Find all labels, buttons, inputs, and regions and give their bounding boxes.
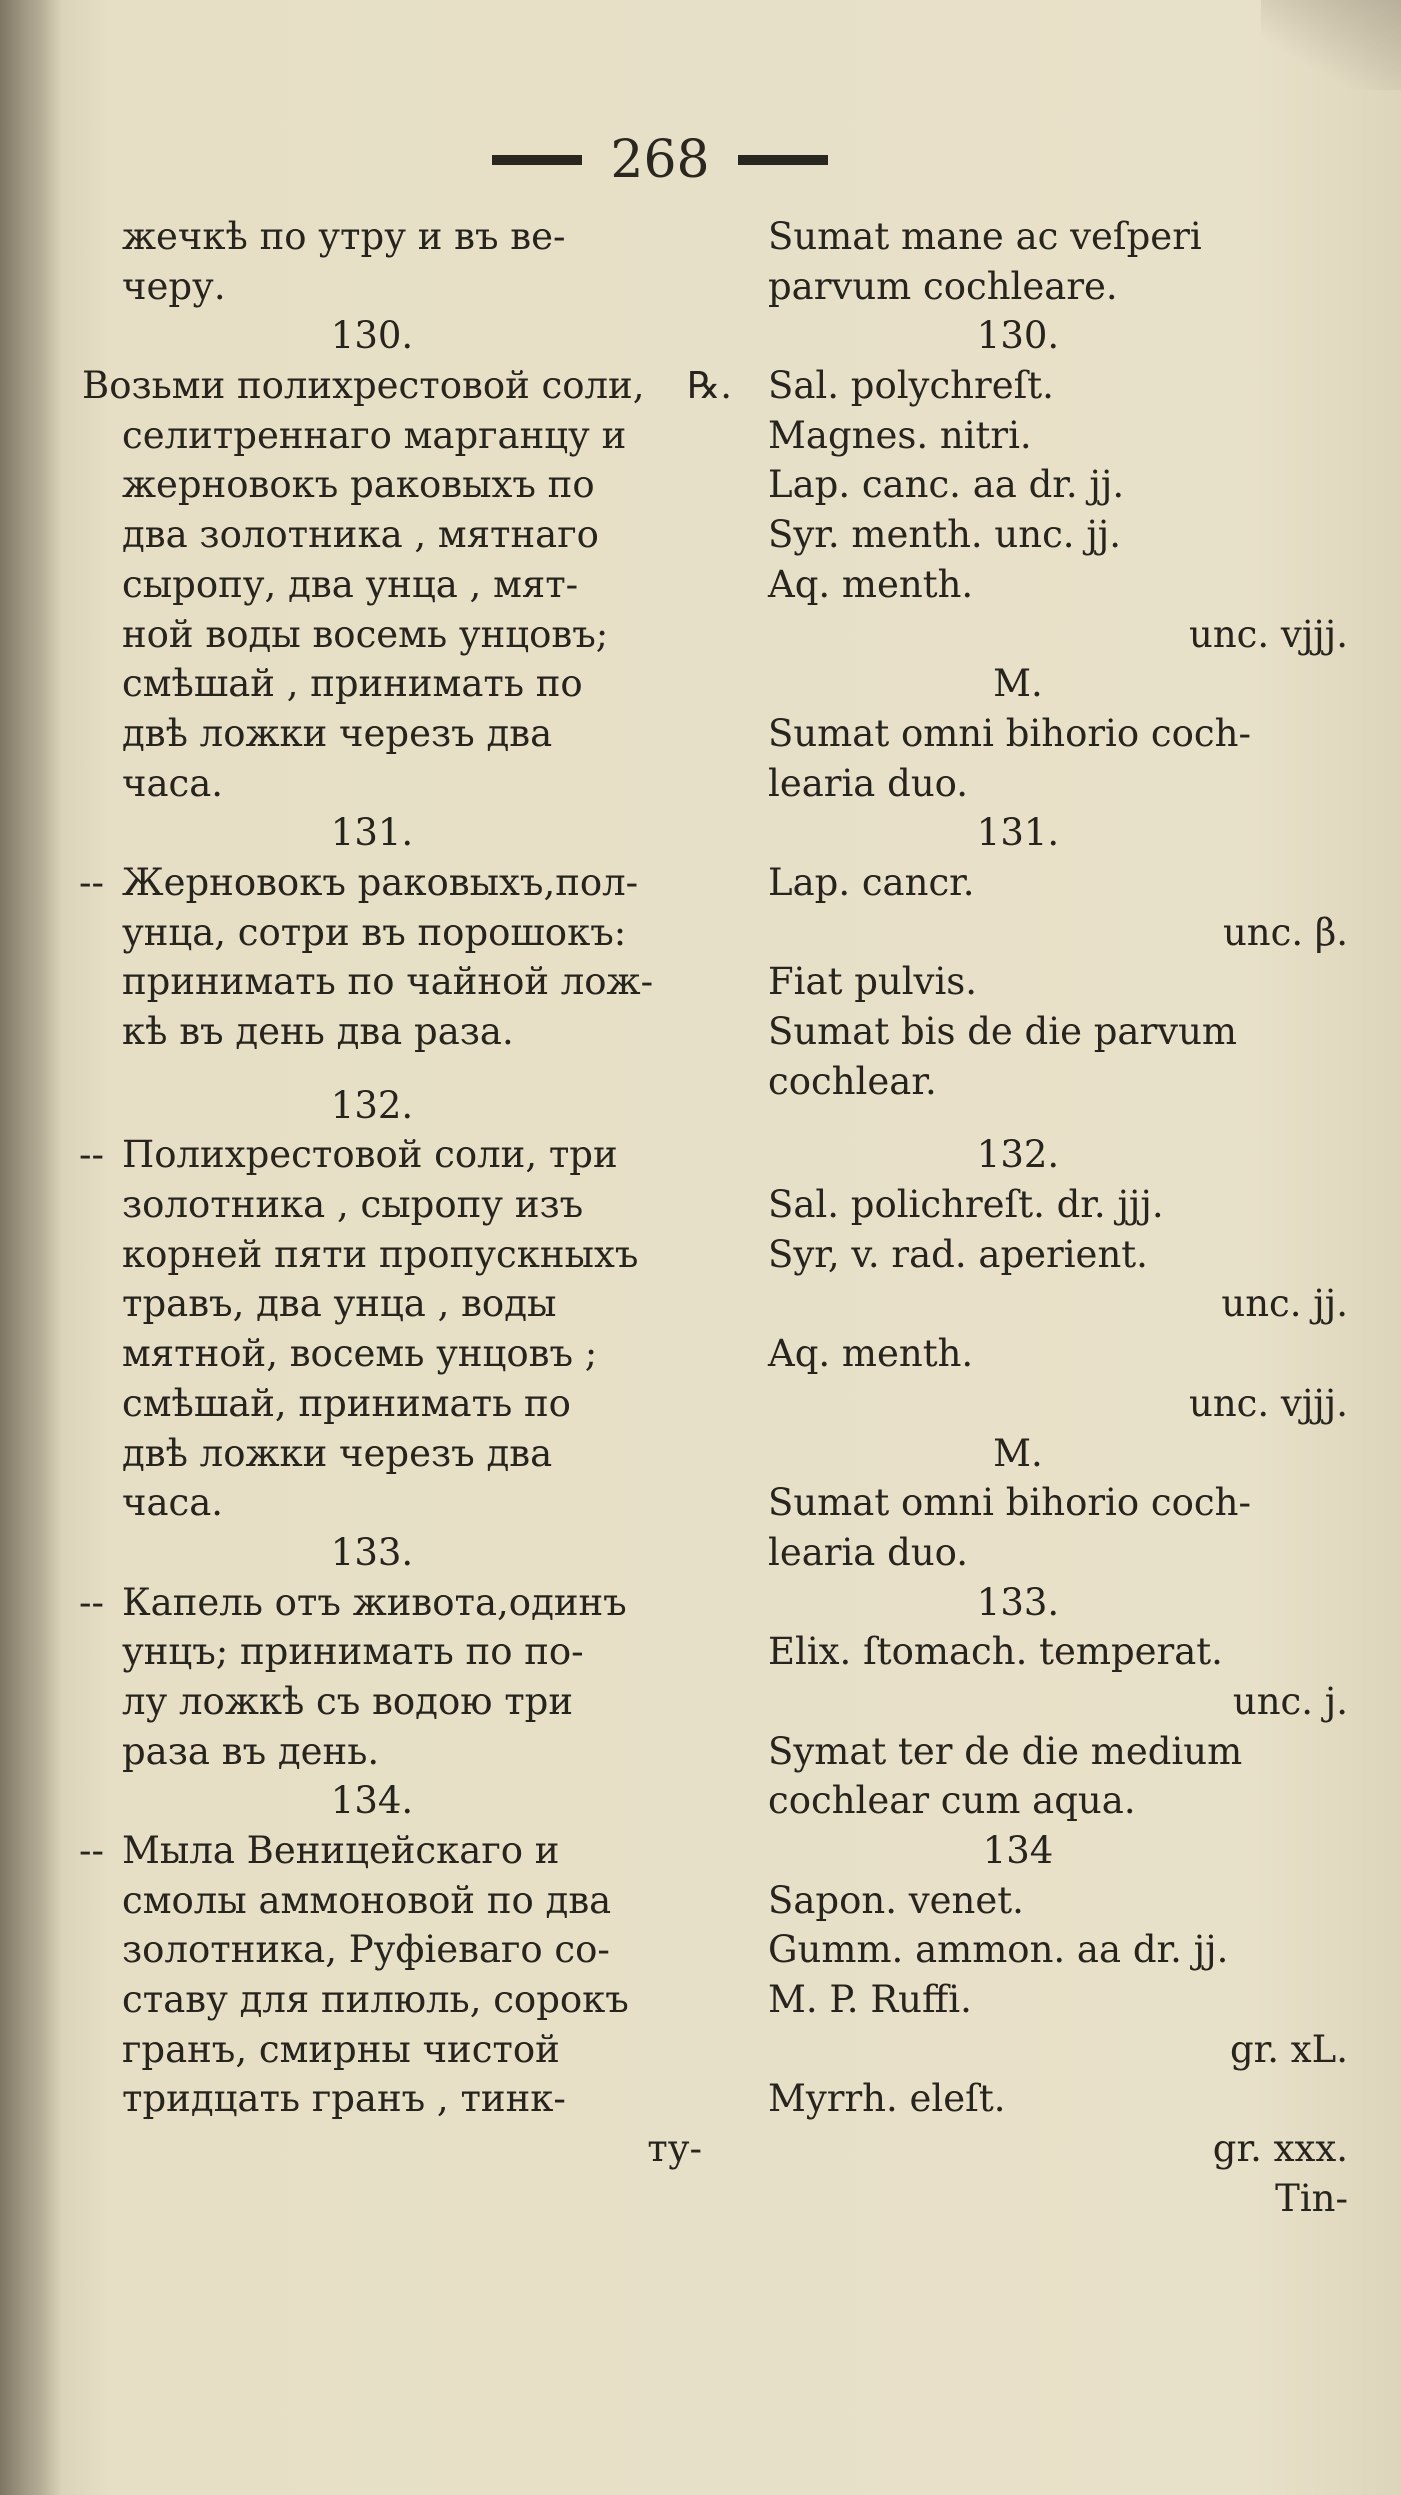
text-line: unc. β. (1222, 910, 1348, 954)
text-line: ной воды восемь унцовъ; (122, 612, 609, 656)
page-corner-wear (1261, 0, 1401, 90)
text-line: сыропу, два унца , мят- (122, 562, 579, 606)
text-line (79, 1826, 702, 1876)
text-line: cochlear. (768, 1059, 937, 1103)
recipe-number: 134 (982, 1829, 1054, 1872)
text-line: унца, сотри въ порошокъ: (122, 910, 627, 954)
book-binding-shadow (0, 0, 62, 2495)
catchword: ту- (647, 2127, 702, 2171)
dash-mark: -- (79, 1133, 105, 1177)
text-line: cochlear cum aqua. (768, 1779, 1136, 1823)
text-line: Aq. menth. (768, 562, 974, 606)
page-number: 268 (610, 130, 710, 190)
text-line: Sapon. venet. (768, 1878, 1024, 1922)
text-line: тридцать гранъ , тинк- (122, 2077, 566, 2121)
text-line: двѣ ложки черезъ два (122, 1431, 553, 1475)
recipe-number: 132. (976, 1133, 1060, 1177)
dash-mark: -- (79, 1580, 105, 1624)
text-line: Sal. polichreſt. dr. jjj. (768, 1183, 1164, 1227)
text-line: двѣ ложки черезъ два (122, 711, 553, 755)
text-line: M. P. Ruffi. (768, 1978, 972, 2022)
text-line: смѣшай , принимать по (122, 662, 583, 706)
text-line: unc. vjjj. (1189, 612, 1348, 656)
recipe-number: 134. (330, 1779, 414, 1823)
text-line: кѣ въ день два раза. (122, 1010, 514, 1053)
header-rule-right (738, 155, 828, 165)
text-line: лу ложкѣ съ водою три (122, 1679, 574, 1723)
text-line: unc. vjjj. (1189, 1381, 1348, 1425)
recipe-sign: ℞. (687, 364, 732, 408)
spacer (82, 1057, 702, 1081)
recipe-number: 130. (976, 314, 1060, 358)
text-line: Aq. menth. (768, 1332, 974, 1376)
text-line (82, 361, 732, 411)
text-line: learia duo. (768, 1530, 969, 1574)
text-line: травъ, два унца , воды (122, 1282, 557, 1326)
text-line (79, 858, 702, 908)
text-line: черу. (122, 264, 226, 308)
text-line: гранъ, смирны чистой (122, 2027, 560, 2071)
text-line: два золотника , мятнаго (122, 513, 599, 557)
text-line: parvum cochleare. (768, 264, 1118, 308)
text-line: gr. xxx. (1212, 2127, 1348, 2171)
text-line: Sumat omni bihorio coch- (768, 711, 1251, 755)
latin-column (728, 212, 1348, 2224)
recipe-number: 133. (976, 1580, 1060, 1624)
text-span: Капель отъ живота,одинъ (122, 1580, 627, 1624)
text-line: learia duo. (768, 761, 969, 805)
text-line: unc. j. (1232, 1679, 1348, 1723)
text-line: Lap. cancr. (768, 860, 975, 904)
text-line: золотника , сыропу изъ (122, 1183, 584, 1227)
text-span: Жерновокъ раковыхъ,пол- (122, 860, 639, 904)
text-line: жечкѣ по утру и въ ве- (122, 215, 566, 258)
text-line: смолы аммоновой по два (122, 1878, 612, 1922)
text-line: Magnes. nitri. (768, 413, 1032, 457)
text-line: селитреннаго марганцу и (122, 413, 627, 457)
text-line: Symat ter de die medium (768, 1729, 1243, 1773)
text-line: gr. xL. (1229, 2027, 1348, 2071)
text-line (79, 1578, 702, 1628)
text-line: корней пяти пропускныхъ (122, 1232, 639, 1276)
text-line: ставу для пилюль, сорокъ (122, 1978, 629, 2022)
spacer (728, 1106, 1348, 1130)
text-span: Возьми полихрестовой соли, (82, 364, 645, 408)
text-line: унцъ; принимать по по- (122, 1630, 584, 1674)
russian-column (79, 212, 732, 2174)
text-line: Sumat omni bihorio coch- (768, 1481, 1251, 1525)
recipe-number: 131. (330, 811, 414, 855)
text-line: Sumat mane ac veſperi (768, 215, 1202, 258)
text-line: Syr, v. rad. aperient. (768, 1232, 1148, 1276)
text-line: M. (993, 1431, 1043, 1475)
text-line: смѣшай, принимать по (122, 1381, 571, 1425)
text-line: принимать по чайной лож- (122, 960, 654, 1004)
text-line: Sal. polychreſt. (768, 364, 1054, 408)
recipe-number: 131. (976, 811, 1060, 855)
recipe-number: 132. (330, 1083, 414, 1127)
text-line: Elix. ſtomach. temperat. (768, 1630, 1223, 1674)
text-line: жерновокъ раковыхъ по (122, 463, 595, 507)
text-line: мятной, восемь унцовъ ; (122, 1332, 598, 1376)
text-line: золотника, Руфіеваго со- (122, 1928, 610, 1972)
text-line: Fiat pulvis. (768, 960, 978, 1004)
text-line: Sumat bis de die parvum (768, 1010, 1237, 1053)
dash-mark: -- (79, 1829, 105, 1872)
catchword: Tin- (1275, 2176, 1348, 2220)
text-line (79, 1130, 702, 1180)
text-line: unc. jj. (1221, 1282, 1348, 1326)
text-line: Gumm. ammon. aa dr. jj. (768, 1928, 1229, 1972)
text-line: Lap. canc. aa dr. jj. (768, 463, 1125, 507)
text-line: раза въ день. (122, 1729, 380, 1773)
recipe-number: 130. (330, 314, 414, 358)
text-span: Полихрестовой соли, три (122, 1133, 618, 1177)
text-line: часа. (122, 1481, 224, 1525)
dash-mark: -- (79, 860, 105, 904)
text-line: Syr. menth. unc. jj. (768, 513, 1122, 557)
header-rule-left (492, 155, 582, 165)
text-line: M. (993, 662, 1043, 706)
recipe-number: 133. (330, 1530, 414, 1574)
text-span: Мыла Веницейскаго и (122, 1829, 560, 1872)
text-line: часа. (122, 761, 224, 805)
text-line: Myrrh. eleſt. (768, 2077, 1006, 2121)
page-header (480, 120, 840, 200)
